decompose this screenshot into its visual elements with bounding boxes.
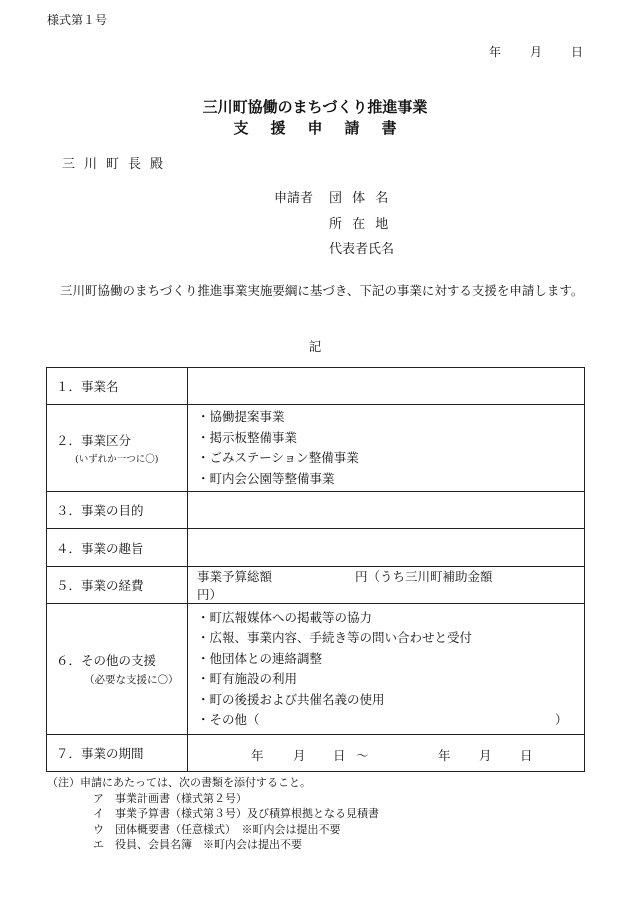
form-number: 様式第１号 [47,13,108,27]
org-name-label: 団 体 名 [329,191,392,206]
row-label: ７．事業の期間 [47,735,188,772]
table-row [47,735,585,772]
notes-intro: （注）申請にあたっては、次の書類を添付すること。 [47,776,311,789]
note-item: ア 事業計画書（様式第２号） [93,791,247,805]
yen-close: 円） [197,587,223,602]
period-tilde: ～ [356,748,369,763]
other-label: ・その他（ [197,712,260,727]
row-label: ５．事業の経費 [47,567,188,604]
representative-label: 代表者氏名 [329,242,395,257]
note-item: イ 事業予算書（様式第３号）及び積算根拠となる見積書 [93,807,379,820]
date-day: 日 [571,45,584,59]
note-item: エ 役員、会員名簿 ※町内会は提出不要 [93,838,302,851]
support-option[interactable]: ・他団体との連絡調整 [197,650,323,666]
support-option[interactable]: ・町広報媒体への掲載等の協力 [197,609,373,625]
note-item: ウ 団体概要書（任意様式） ※町内会は提出不要 [93,822,341,836]
document-subtitle: 支援申請書 [233,119,419,137]
period-start-day: 日 [333,748,346,763]
period-end-year: 年 [438,748,451,763]
support-option-other[interactable] [197,710,584,731]
table-row [47,492,585,529]
support-option[interactable]: ・町有施設の利用 [197,671,298,686]
period-end-month: 月 [479,748,492,763]
support-option[interactable]: ・広報、事業内容、手続き等の問い合わせと受付 [197,630,473,645]
date-year: 年 [489,45,502,59]
table-row [47,604,585,735]
notes [47,775,379,853]
period-start-month: 月 [293,748,306,763]
budget-label: 事業予算総額 [197,569,273,584]
table-row [47,405,585,492]
category-option[interactable]: ・ごみステーション整備事業 [197,450,359,465]
row-sublabel: （必要な支援に〇） [84,674,179,686]
table-row [47,567,585,604]
project-name-field[interactable] [188,368,585,405]
period-start-year: 年 [251,748,264,763]
period-field[interactable] [188,735,585,772]
table-row [47,368,585,405]
subsidy-label: 円（うち三川町補助金額 [355,569,493,584]
support-option[interactable]: ・町の後援および共催名義の使用 [197,691,385,707]
row-label: ２．事業区分 [56,433,132,448]
row-sublabel: (いずれか一つに〇) [75,454,159,465]
document-title: 三川町協働のまちづくり推進事業 [202,98,428,116]
addressee: 三川町長殿 [62,157,173,172]
category-option[interactable]: ・町内会公園等整備事業 [197,470,335,486]
period-end-day: 日 [520,748,533,763]
body-text: 三川町協働のまちづくり推進事業実施要綱に基づき、下記の事業に対する支援を申請します。 [60,283,584,298]
location-label: 所 在 地 [329,217,392,232]
date-month: 月 [530,45,543,59]
intent-field[interactable] [188,529,585,567]
table-row [47,529,585,567]
category-option[interactable]: ・掲示板整備事業 [197,429,298,445]
purpose-field[interactable] [188,492,585,529]
ki-heading: 記 [308,339,322,354]
application-table [46,367,585,772]
row-label: ６．その他の支援 [56,653,157,668]
row-label: ４．事業の趣旨 [47,529,188,567]
applicant-heading: 申請者 [274,191,314,206]
category-option[interactable]: ・協働提案事業 [197,409,285,424]
row-label: ３．事業の目的 [47,492,188,529]
row-label: １．事業名 [47,368,188,405]
other-close: ） [555,712,568,727]
cost-field[interactable] [188,567,585,604]
